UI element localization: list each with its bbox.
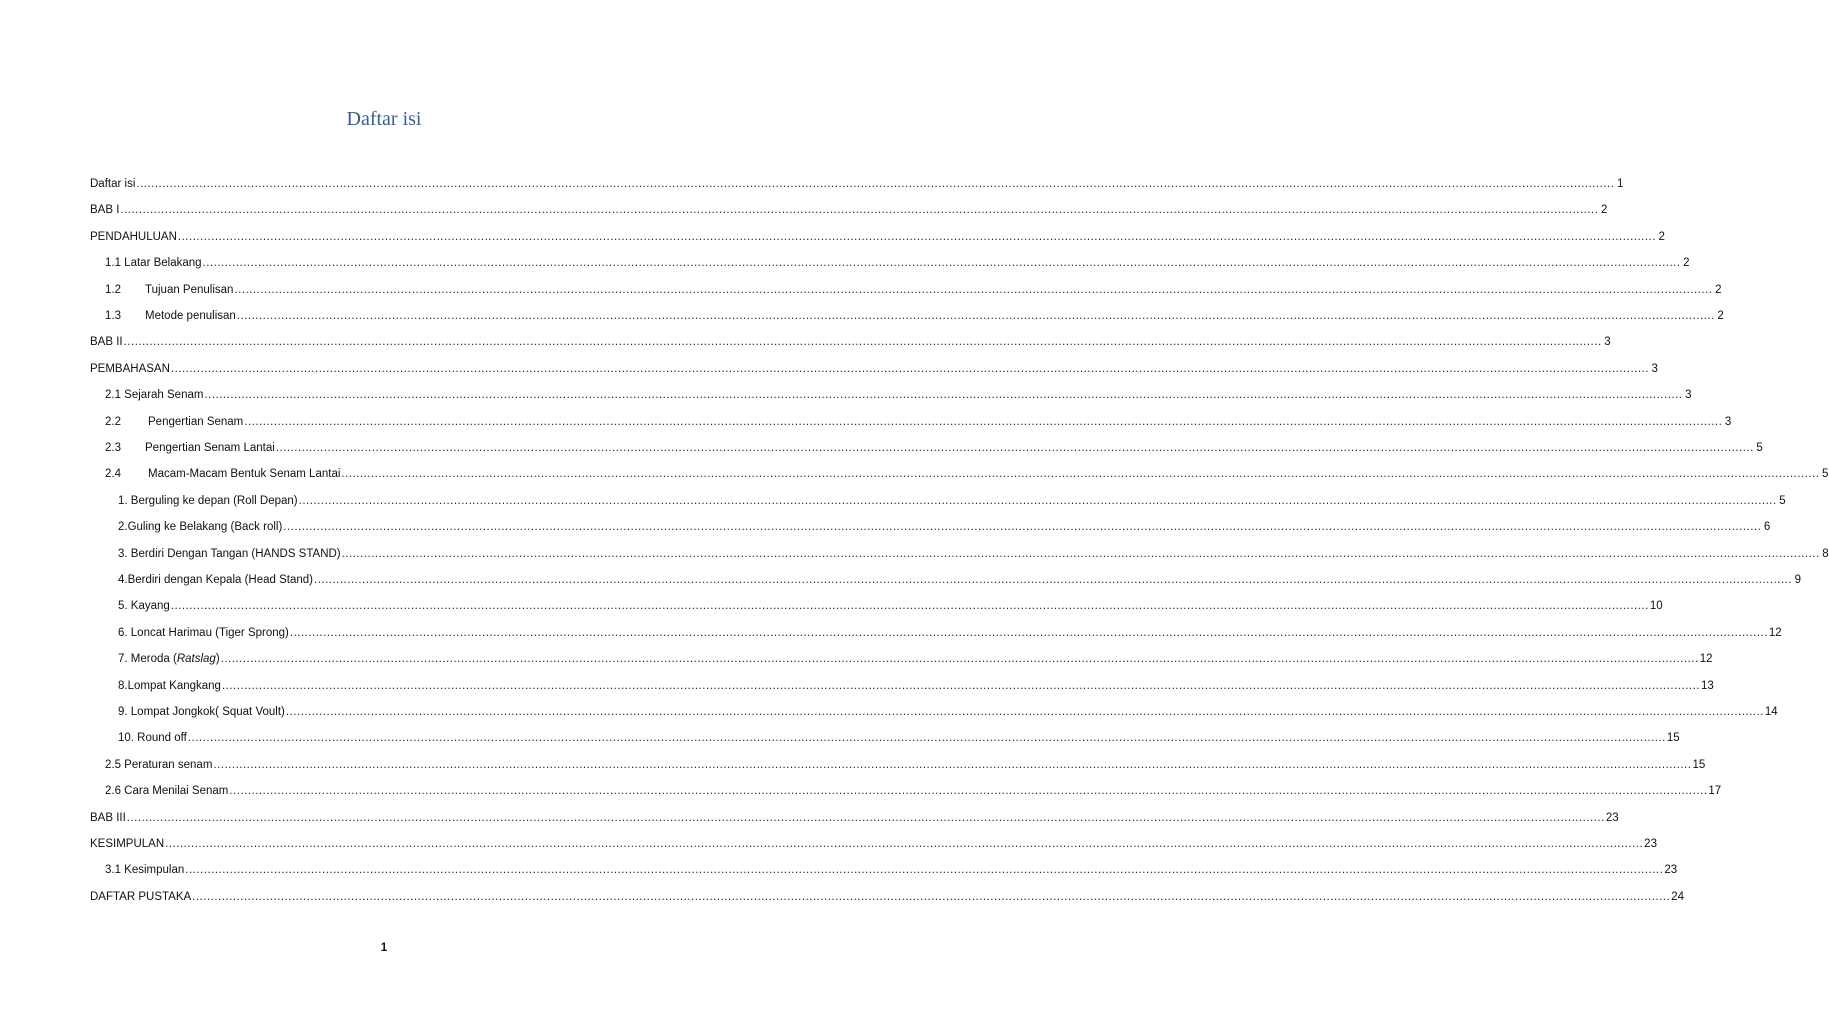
toc-entry-page: 10 bbox=[1649, 600, 1663, 613]
toc-entry-text: PENDAHULUAN bbox=[90, 230, 177, 243]
toc-entry[interactable] bbox=[90, 781, 1722, 801]
toc-entry[interactable] bbox=[90, 517, 1771, 537]
toc-entry-page: 6 bbox=[1763, 521, 1771, 534]
toc-entry-page: 9 bbox=[1794, 574, 1802, 586]
toc-dot-leader: ................................................................................................................................................................................................................................................................................................................................................................................................................ bbox=[170, 362, 1649, 375]
toc-entry-label bbox=[90, 887, 191, 907]
toc-entry-text: Daftar isi bbox=[90, 178, 136, 190]
toc-entry-page: 15 bbox=[1692, 758, 1706, 771]
toc-entry[interactable] bbox=[90, 491, 1786, 511]
toc-entry-page: 23 bbox=[1605, 811, 1619, 824]
toc-entry-text: 10. Round off bbox=[118, 732, 187, 745]
toc-entry-text: BAB III bbox=[90, 811, 126, 824]
toc-dot-leader: ................................................................................................................................................................................................................................................................................................................................................................................................................ bbox=[220, 653, 1699, 666]
toc-entry-page: 2 bbox=[1717, 310, 1724, 322]
toc-entry-text: KESIMPULAN bbox=[90, 838, 165, 850]
toc-entry-label bbox=[90, 385, 203, 405]
toc-entry-text: 7. Meroda (Ratslag) bbox=[118, 653, 220, 666]
toc-dot-leader: ................................................................................................................................................................................................................................................................................................................................................................................................................ bbox=[192, 890, 1671, 903]
toc-entry[interactable] bbox=[90, 253, 1690, 273]
toc-entry-text: 3.1 Kesimpulan bbox=[105, 864, 185, 877]
toc-dot-leader: ................................................................................................................................................................................................................................................................................................................................................................................................................ bbox=[187, 732, 1666, 745]
toc-entry-label bbox=[90, 491, 298, 511]
toc-entry-number: 2.4 bbox=[105, 468, 121, 481]
toc-entry[interactable] bbox=[90, 728, 1680, 748]
toc-entry-number: 2.2 bbox=[105, 415, 121, 428]
toc-dot-leader: ................................................................................................................................................................................................................................................................................................................................................................................................................ bbox=[120, 204, 1599, 217]
toc-entry-text: Metode penulisan bbox=[145, 310, 236, 322]
toc-entry-text: 4.Berdiri dengan Kepala (Head Stand) bbox=[118, 574, 313, 586]
toc-entry-text: 5. Kayang bbox=[118, 600, 170, 613]
toc-entry-text: 1. Berguling ke depan (Roll Depan) bbox=[118, 494, 298, 507]
toc-entry-page: 12 bbox=[1768, 626, 1782, 639]
toc-entry-text: 9. Lompat Jongkok( Squat Voult) bbox=[118, 706, 285, 718]
toc-dot-leader: ................................................................................................................................................................................................................................................................................................................................................................................................................ bbox=[341, 547, 1820, 560]
toc-entry-label bbox=[90, 834, 164, 854]
toc-dot-leader: ................................................................................................................................................................................................................................................................................................................................................................................................................ bbox=[275, 442, 1754, 454]
toc-entry-text: BAB I bbox=[90, 204, 120, 217]
toc-entry[interactable] bbox=[90, 834, 1657, 854]
toc-entry-page: 23 bbox=[1664, 864, 1678, 877]
toc-entry-page: 3 bbox=[1724, 415, 1732, 428]
page-number: 1 bbox=[380, 942, 388, 954]
toc-entry-label bbox=[90, 359, 170, 379]
toc-entry-page: 2 bbox=[1683, 257, 1690, 270]
toc-entry-label bbox=[90, 808, 126, 828]
toc-entry-text: Macam-Macam Bentuk Senam Lantai bbox=[148, 468, 341, 481]
toc-dot-leader: ................................................................................................................................................................................................................................................................................................................................................................................................................ bbox=[177, 230, 1656, 243]
toc-entry-label bbox=[90, 280, 233, 300]
toc-entry-number: 1.3 bbox=[105, 310, 121, 322]
toc-entry[interactable] bbox=[90, 649, 1713, 669]
toc-dot-leader: ................................................................................................................................................................................................................................................................................................................................................................................................................ bbox=[289, 626, 1768, 639]
toc-entry[interactable] bbox=[90, 808, 1619, 828]
toc-dot-leader: ................................................................................................................................................................................................................................................................................................................................................................................................................ bbox=[285, 706, 1764, 718]
toc-entry-page: 15 bbox=[1666, 732, 1680, 745]
toc-entry[interactable] bbox=[90, 306, 1724, 326]
toc-entry-label bbox=[90, 623, 289, 643]
toc-entry-label bbox=[90, 755, 212, 775]
toc-entry[interactable] bbox=[90, 702, 1778, 722]
toc-dot-leader: ................................................................................................................................................................................................................................................................................................................................................................................................................ bbox=[170, 600, 1649, 613]
toc-dot-leader: ................................................................................................................................................................................................................................................................................................................................................................................................................ bbox=[136, 178, 1615, 190]
toc-dot-leader: ................................................................................................................................................................................................................................................................................................................................................................................................................ bbox=[283, 521, 1762, 534]
toc-entry-text: Tujuan Penulisan bbox=[145, 283, 234, 296]
toc-entry-page: 2 bbox=[1715, 283, 1722, 296]
toc-entry[interactable] bbox=[90, 280, 1722, 300]
toc-entry-text: BAB II bbox=[90, 336, 123, 349]
toc-entry-text: 8.Lompat Kangkang bbox=[118, 679, 221, 692]
toc-entry[interactable] bbox=[90, 359, 1658, 379]
toc-entry-label bbox=[90, 412, 243, 432]
toc-dot-leader: ................................................................................................................................................................................................................................................................................................................................................................................................................ bbox=[123, 336, 1602, 349]
toc-dot-leader: ................................................................................................................................................................................................................................................................................................................................................................................................................ bbox=[165, 838, 1644, 850]
toc-entry[interactable] bbox=[90, 385, 1692, 405]
toc-entry-label bbox=[90, 438, 275, 458]
toc-entry-page: 24 bbox=[1671, 890, 1684, 903]
toc-entry-text: 2.1 Sejarah Senam bbox=[105, 389, 204, 402]
toc-entry[interactable] bbox=[90, 200, 1608, 220]
toc-entry-page: 3 bbox=[1685, 389, 1692, 402]
toc-entry-text: PEMBAHASAN bbox=[90, 362, 170, 375]
toc-entry-page: 23 bbox=[1644, 838, 1657, 850]
toc-entry[interactable] bbox=[90, 332, 1611, 352]
toc-entry[interactable] bbox=[90, 623, 1782, 643]
toc-dot-leader: ................................................................................................................................................................................................................................................................................................................................................................................................................ bbox=[234, 283, 1713, 296]
toc-entry[interactable] bbox=[90, 596, 1663, 616]
toc-entry[interactable] bbox=[90, 174, 1624, 194]
toc-entry-page: 17 bbox=[1708, 785, 1722, 798]
toc-dot-leader: ................................................................................................................................................................................................................................................................................................................................................................................................................ bbox=[314, 574, 1793, 586]
toc-entry-label bbox=[90, 306, 236, 326]
toc-entry-label bbox=[90, 676, 221, 696]
toc-entry-label bbox=[90, 174, 135, 194]
toc-dot-leader: ................................................................................................................................................................................................................................................................................................................................................................................................................ bbox=[236, 310, 1715, 322]
toc-entry-label bbox=[90, 200, 119, 220]
toc-entry-label bbox=[90, 596, 170, 616]
toc-entry-label bbox=[90, 227, 177, 247]
toc-entry-page: 8 bbox=[1822, 547, 1829, 560]
toc-entry-page: 2 bbox=[1658, 230, 1665, 243]
toc-dot-leader: ................................................................................................................................................................................................................................................................................................................................................................................................................ bbox=[298, 494, 1777, 507]
toc-entry-text: 2.6 Cara Menilai Senam bbox=[105, 785, 229, 798]
toc-entry[interactable] bbox=[90, 676, 1714, 696]
toc-entry-label bbox=[90, 544, 341, 564]
toc-dot-leader: ................................................................................................................................................................................................................................................................................................................................................................................................................ bbox=[126, 811, 1605, 824]
toc-entry-label bbox=[90, 517, 282, 537]
toc-dot-leader: ................................................................................................................................................................................................................................................................................................................................................................................................................ bbox=[213, 758, 1692, 771]
toc-entry-page: 5 bbox=[1822, 468, 1829, 481]
toc-entry-page: 5 bbox=[1756, 442, 1763, 454]
toc-entry[interactable] bbox=[90, 860, 1678, 880]
toc-entry-number: 1.2 bbox=[105, 283, 121, 296]
toc-entry[interactable] bbox=[90, 570, 1802, 590]
toc-entry-text: 6. Loncat Harimau (Tiger Sprong) bbox=[118, 626, 289, 639]
toc-entry-text: Pengertian Senam bbox=[148, 415, 244, 428]
toc-entry-text: DAFTAR PUSTAKA bbox=[90, 890, 192, 903]
toc-dot-leader: ................................................................................................................................................................................................................................................................................................................................................................................................................ bbox=[202, 257, 1681, 270]
toc-entry[interactable] bbox=[90, 464, 1829, 484]
toc-entry-label bbox=[90, 570, 313, 590]
toc-dot-leader: ................................................................................................................................................................................................................................................................................................................................................................................................................ bbox=[229, 785, 1708, 798]
toc-entry-label bbox=[90, 860, 184, 880]
toc-entry-text: 3. Berdiri Dengan Tangan (HANDS STAND) bbox=[118, 547, 341, 560]
toc-entry[interactable] bbox=[90, 887, 1684, 907]
toc-dot-leader: ................................................................................................................................................................................................................................................................................................................................................................................................................ bbox=[341, 468, 1820, 481]
toc-entry-label bbox=[90, 649, 220, 669]
toc-entry[interactable] bbox=[90, 755, 1706, 775]
toc-entry-page: 3 bbox=[1651, 362, 1658, 375]
toc-entry-page: 1 bbox=[1617, 178, 1624, 190]
toc-entry-label bbox=[90, 781, 228, 801]
toc-entry-page: 3 bbox=[1604, 336, 1611, 349]
toc-entry-label bbox=[90, 464, 340, 484]
document-title: Daftar isi bbox=[346, 108, 422, 130]
toc-entry[interactable] bbox=[90, 438, 1763, 458]
toc-entry-page: 14 bbox=[1764, 706, 1778, 718]
toc-entry-page: 2 bbox=[1601, 204, 1608, 217]
toc-dot-leader: ................................................................................................................................................................................................................................................................................................................................................................................................................ bbox=[244, 415, 1723, 428]
toc-dot-leader: ................................................................................................................................................................................................................................................................................................................................................................................................................ bbox=[185, 864, 1664, 877]
toc-entry[interactable] bbox=[90, 544, 1829, 564]
toc-entry-page: 12 bbox=[1699, 653, 1713, 666]
toc-entry[interactable] bbox=[90, 227, 1665, 247]
toc-entry[interactable] bbox=[90, 412, 1732, 432]
toc-entry-label bbox=[90, 728, 187, 748]
toc-dot-leader: ................................................................................................................................................................................................................................................................................................................................................................................................................ bbox=[204, 389, 1683, 402]
toc-entry-number: 2.3 bbox=[105, 442, 121, 454]
toc-entry-page: 13 bbox=[1700, 679, 1714, 692]
toc-entry-text: 2.5 Peraturan senam bbox=[105, 758, 213, 771]
toc-entry-text: 2.Guling ke Belakang (Back roll) bbox=[118, 521, 283, 534]
toc-entry-text: 1.1 Latar Belakang bbox=[105, 257, 202, 270]
toc-entry-page: 5 bbox=[1779, 494, 1786, 507]
toc-entry-label bbox=[90, 253, 202, 273]
toc-entry-text: Pengertian Senam Lantai bbox=[145, 442, 275, 454]
toc-dot-leader: ................................................................................................................................................................................................................................................................................................................................................................................................................ bbox=[221, 679, 1700, 692]
toc-entry-label bbox=[90, 702, 285, 722]
toc-entry-label bbox=[90, 332, 123, 352]
